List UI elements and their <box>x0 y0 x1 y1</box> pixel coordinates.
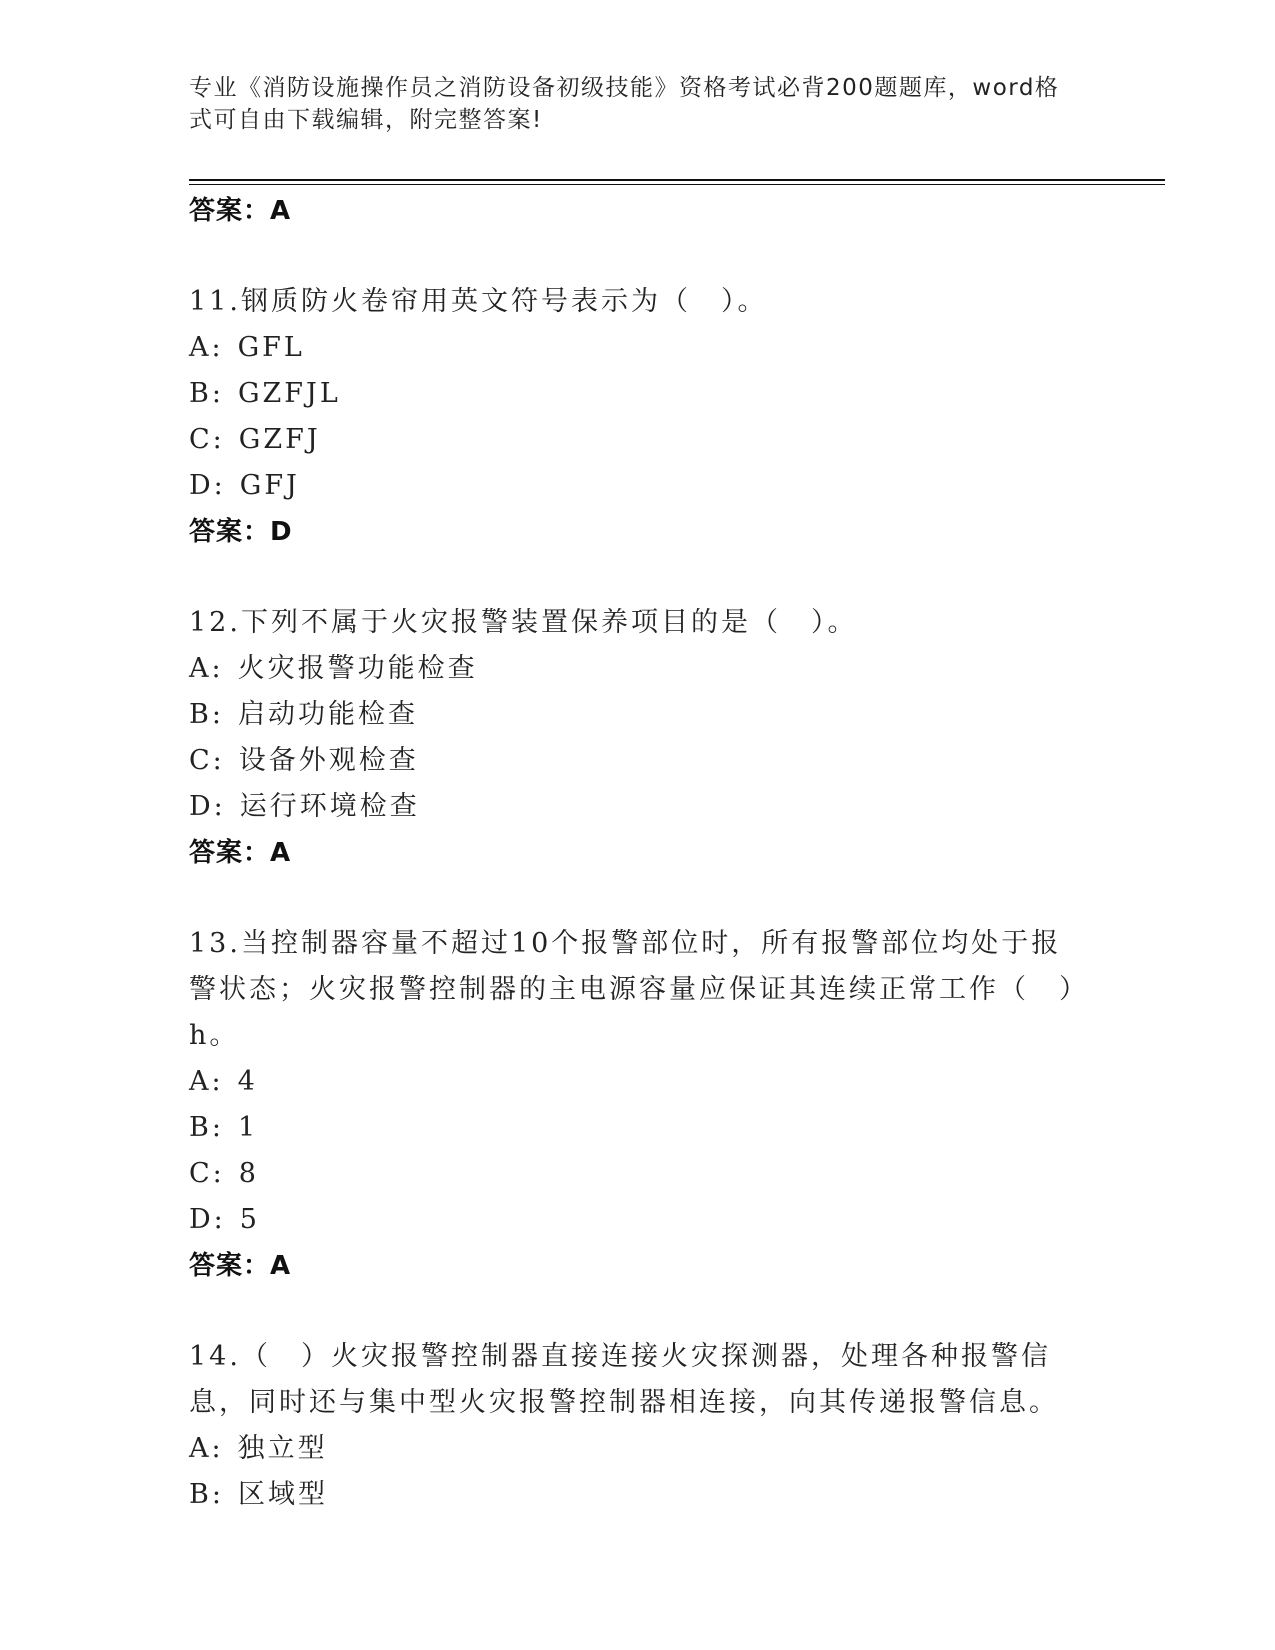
option-text: GZFJ <box>238 424 321 455</box>
header-divider-thin <box>189 184 1165 185</box>
option-text: 区域型 <box>237 1479 328 1510</box>
option-letter: D: <box>189 791 226 822</box>
option-c <box>189 1151 1089 1197</box>
option-letter: A: <box>189 1066 224 1097</box>
option-letter: A: <box>189 653 224 684</box>
option-letter: B: <box>189 378 224 409</box>
option-text: 1 <box>237 1112 259 1143</box>
option-text: GZFJL <box>237 378 341 409</box>
answer-label: 答案：A <box>189 838 292 868</box>
option-letter: A: <box>189 332 224 363</box>
option-d <box>189 463 1089 509</box>
option-letter: B: <box>189 1479 224 1510</box>
option-text: 火灾报警功能检查 <box>237 653 478 684</box>
option-text: 运行环境检查 <box>239 791 420 822</box>
option-b <box>189 1105 1089 1151</box>
option-letter: D: <box>189 470 226 501</box>
option-b <box>189 1472 1089 1518</box>
option-b <box>189 692 1089 738</box>
header-divider-thick <box>189 179 1165 181</box>
option-text: 5 <box>239 1204 260 1235</box>
question-list <box>189 188 1089 1518</box>
option-text: 8 <box>238 1158 259 1189</box>
option-c <box>189 417 1089 463</box>
document-header: 专业《消防设施操作员之消防设备初级技能》资格考试必背200题题库，word格式可自由下载编辑，附完整答案! <box>189 75 1060 133</box>
option-letter: A: <box>189 1433 224 1464</box>
option-d <box>189 1197 1089 1243</box>
option-d <box>189 784 1089 830</box>
answer-label: 答案：D <box>189 517 293 547</box>
question-stem: 13.当控制器容量不超过10个报警部位时，所有报警部位均处于报警状态；火灾报警控制器的主电源容量应保证其连续正常工作（ ）h。 <box>189 928 1089 1051</box>
option-text: GFJ <box>239 470 300 501</box>
option-b <box>189 371 1089 417</box>
answer-label: 答案：A <box>189 1251 292 1281</box>
answer-label: 答案：A <box>189 196 292 226</box>
option-a <box>189 1426 1089 1472</box>
option-text: 设备外观检查 <box>238 745 419 776</box>
option-text: GFL <box>237 332 305 363</box>
option-a <box>189 646 1089 692</box>
question-stem: 14.（ ）火灾报警控制器直接连接火灾探测器，处理各种报警信息，同时还与集中型火灾报警控制器相连接，向其传递报警信息。 <box>189 1341 1059 1418</box>
option-a <box>189 1059 1089 1105</box>
option-text: 独立型 <box>237 1433 328 1464</box>
option-a <box>189 325 1089 371</box>
option-letter: B: <box>189 1112 224 1143</box>
option-text: 启动功能检查 <box>237 699 418 730</box>
option-letter: D: <box>189 1204 226 1235</box>
option-text: 4 <box>237 1066 258 1097</box>
option-letter: C: <box>189 1158 225 1189</box>
option-c <box>189 738 1089 784</box>
option-letter: C: <box>189 424 225 455</box>
question-stem: 12.下列不属于火灾报警装置保养项目的是（ ）。 <box>189 607 858 638</box>
question-stem: 11.钢质防火卷帘用英文符号表示为（ ）。 <box>189 286 768 317</box>
option-letter: C: <box>189 745 225 776</box>
option-letter: B: <box>189 699 224 730</box>
